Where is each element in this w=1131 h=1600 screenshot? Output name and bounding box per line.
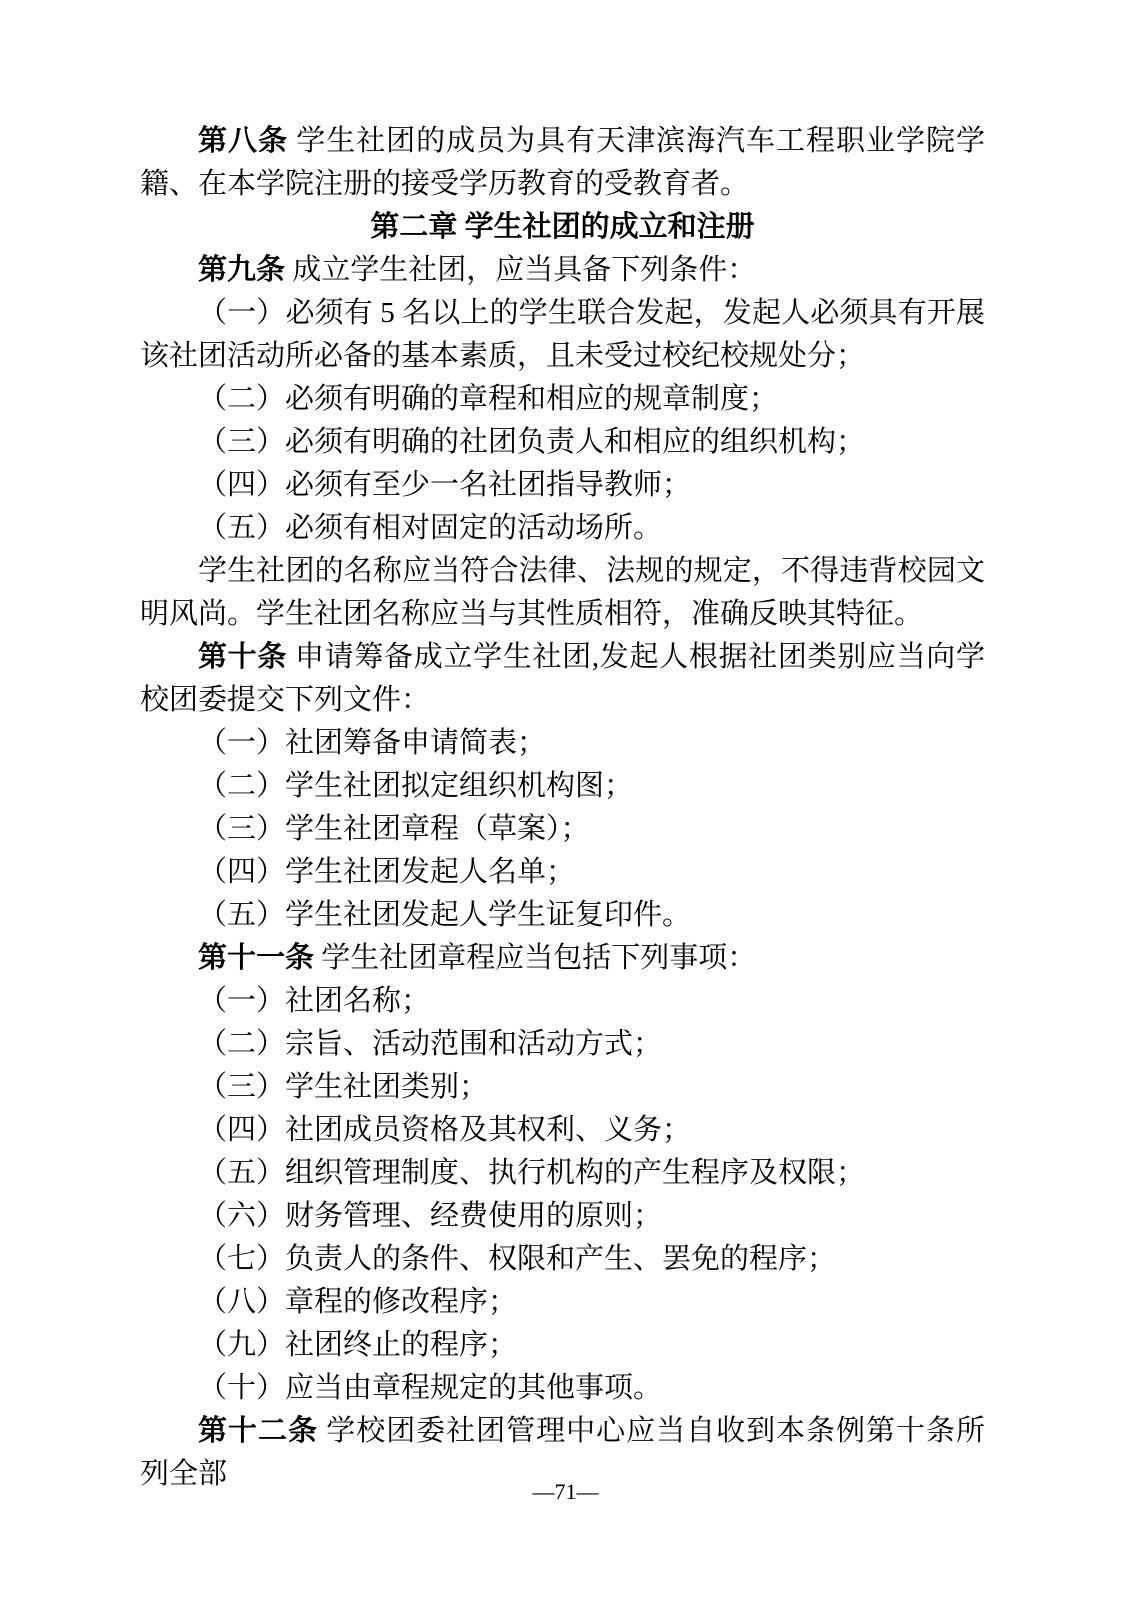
article-number: 第九条 <box>198 254 286 286</box>
document-body <box>140 120 985 1496</box>
paragraph: （五）组织管理制度、执行机构的产生程序及权限； <box>198 1157 866 1189</box>
paragraph: （一）社团名称； <box>198 985 431 1017</box>
paragraph <box>140 937 985 980</box>
paragraph: （七）负责人的条件、权限和产生、罢免的程序； <box>198 1243 837 1275</box>
paragraph-text: 学校团委社团管理中心应当自收到本条例第十条所列全部 <box>140 1415 985 1490</box>
paragraph: （四）学生社团发起人名单； <box>198 856 576 888</box>
paragraph: 学生社团的名称应当符合法律、法规的规定，不得违背校园文明风尚。学生社团名称应当与其性质相符，准确反映其特征。 <box>140 555 985 630</box>
paragraph-text: 学生社团章程应当包括下列事项： <box>321 942 757 974</box>
paragraph: （六）财务管理、经费使用的原则； <box>198 1200 663 1232</box>
paragraph: （四）社团成员资格及其权利、义务； <box>198 1114 692 1146</box>
paragraph: （三）学生社团类别； <box>198 1071 489 1103</box>
chapter-heading: 第二章 学生社团的成立和注册 <box>370 211 755 243</box>
paragraph <box>140 249 985 292</box>
paragraph: （十）应当由章程规定的其他事项。 <box>198 1372 663 1404</box>
page-number: —71— <box>532 1479 599 1504</box>
paragraph: （二）必须有明确的章程和相应的规章制度； <box>198 383 779 415</box>
paragraph: （四）必须有至少一名社团指导教师； <box>198 469 692 501</box>
paragraph-text: 学生社团的成员为具有天津滨海汽车工程职业学院学籍、在本学院注册的接受学历教育的受教育者。 <box>140 125 985 200</box>
paragraph: （二）学生社团拟定组织机构图； <box>198 770 634 802</box>
paragraph: （三）学生社团章程（草案）； <box>198 813 590 845</box>
paragraph: （二）宗旨、活动范围和活动方式； <box>198 1028 663 1060</box>
article-number: 第十一条 <box>198 942 315 974</box>
paragraph <box>140 120 985 206</box>
article-number: 第八条 <box>198 125 288 157</box>
paragraph-text: 申请筹备成立学生社团,发起人根据社团类别应当向学校团委提交下列文件： <box>140 641 985 716</box>
paragraph: （九）社团终止的程序； <box>198 1329 518 1361</box>
paragraph: （一）必须有 5 名以上的学生联合发起，发起人必须具有开展该社团活动所必备的基本素质，且未受过校纪校规处分； <box>140 297 985 372</box>
paragraph-text: 成立学生社团，应当具备下列条件： <box>292 254 757 286</box>
paragraph: （三）必须有明确的社团负责人和相应的组织机构； <box>198 426 866 458</box>
page-footer <box>0 1478 1131 1506</box>
paragraph: （八）章程的修改程序； <box>198 1286 518 1318</box>
paragraph: （五）学生社团发起人学生证复印件。 <box>198 899 692 931</box>
paragraph <box>140 636 985 722</box>
paragraph: （一）社团筹备申请简表； <box>198 727 547 759</box>
article-number: 第十条 <box>198 641 288 673</box>
paragraph: （五）必须有相对固定的活动场所。 <box>198 512 663 544</box>
article-number: 第十二条 <box>198 1415 318 1447</box>
